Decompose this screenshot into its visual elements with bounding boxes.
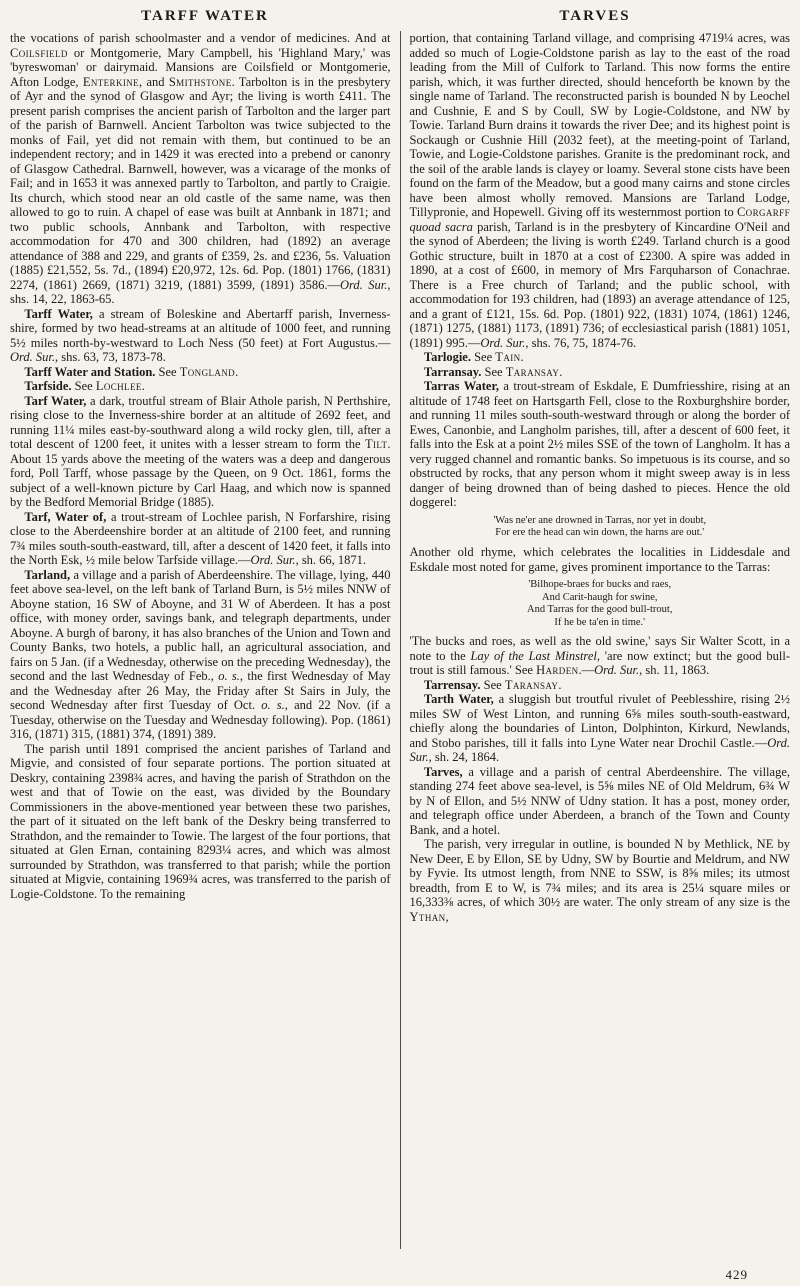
entry-paragraph: Tarland, a village and a parish of Aberdeenshire. The village, lying, 440 feet above sea-level, on the left bank of Tarland Burn, is 5½ miles NNW of Aboyne station, 16 SW of Aboyne, and 31 W of Aberdeen. It has a post office, with money order, savings bank, and telegraph departments, under Aboyne. A burgh of barony, it has also branches of the Union and Town and County Banks, two hotels, a public hall, an agricultural association, and fairs on 5 Jan. (if a Wednesday, otherwise on the preceding Wednesday), the second and the last Wednesday of Feb., o. s., the first Wednesday of May and the Wednesday after 26 May, the Friday after St Sairs in July, the second Wednesday after first Tuesday of Oct. o. s., and 22 Nov. (if a Tuesday, otherwise on the Tuesday and Wednesday following). Pop. (1861) 316, (1871) 315, (1881) 374, (1891) 389. [10, 567, 391, 742]
page-number: 429 [725, 1266, 748, 1282]
verse-quote: 'Bilhope-braes for bucks and raes, And Carit-haugh for swine, And Tarras for the good bull-trout, If he be ta'en in time.' [527, 579, 673, 628]
entry-paragraph: The parish, very irregular in outline, is bounded N by Methlick, NE by New Deer, E by Ellon, SE by Udny, SW by Bourtie and Meldrum, and NW by Fyvie. Its utmost length, from NNE to SSW, is 8⅝ miles; its utmost breadth, from E to W, is 7¾ miles; and its area is 25¼ square miles or 16,333⅜ acres, of which 30½ are water. The only stream of any size is the Ythan, [409, 837, 790, 924]
entry-paragraph: Tarfside. See Lochlee. [24, 379, 145, 394]
entry-paragraph: Tarff Water and Station. See Tongland. [24, 364, 239, 379]
entry-paragraph: 'The bucks and roes, as well as the old swine,' says Sir Walter Scott, in a note to the Lay of the Last Minstrel, 'are now extinct; but the good bull-trout is still famous.' See Harden.—Ord. Sur., sh. 11, 1863. [409, 634, 790, 678]
column-left [10, 31, 400, 1249]
entry-paragraph: Tarlogie. See Tain. [423, 350, 524, 365]
running-header [10, 8, 790, 25]
entry-paragraph: portion, that containing Tarland village, and comprising 4719¼ acres, was added so much of Logie-Coldstone parish as lay to the east of the road leading from the Mill of Culfork to Tarland. This now forms the entire parish, which, it was further directed, should henceforth be known by the single name of Tarland. The reconstructed parish is bounded N by Leochel and Cushnie, E and S by Coull, SW by Logie-Coldstone, and NW by Towie. Tarland Burn drains it towards the river Dee; and its highest point is Sockaugh or Cushnie Hill (2032 feet), at the meeting-point of Tarland, Towie, and Logie-Coldstone parishes. Granite is the predominant rock, and the soil of the arable lands is clayey or loamy. Several stone cists have been found on the farm of the Meadow, but a good many cairns and stone circles have been almost wholly removed. Mansions are Tarland Lodge, Tillypronie, and Hopewell. Giving off its westernmost portion to Corgarff quoad sacra parish, Tarland is in the presbytery of Kincardine O'Neil and the synod of Aberdeen; the living is worth £249. Tarland church is a good Gothic structure, built in 1870 at a cost of £2300. A spire was added in 1890, at a cost of £600, in memory of Mrs Farquharson of Conachrae. There is a Free church of Tarland; and the public school, with accommodation for 193 children, had (1893) an average attendance of 125, and a grant of £121, 15s. 6d. Pop. (1801) 922, (1831) 1074, (1861) 1246, (1871) 1275, (1881) 1173, (1891) 736; of ecclesiastical parish (1881) 1051, (1891) 995.—Ord. Sur., shs. 76, 75, 1874-76. [409, 31, 790, 350]
entry-paragraph: Tarras Water, a trout-stream of Eskdale, E Dumfriesshire, rising at an altitude of 1748 feet on Hartsgarth Fell, close to the Roxburghshire border, and running 11 miles south-south-westward through or along the border of Ewes, Canonbie, and Langholm parishes, till, after a descent of 600 feet, it falls into the Esk at a point 2½ miles SSE of the town of Langholm. It has a very rugged channel and romantic banks. So impetuous is its course, and so obstructed by rocks, that any person whom it might sweep away is in less danger of being drowned than of being dashed to pieces. Hence the old doggerel: [409, 379, 790, 510]
entry-paragraph: Tarth Water, a sluggish but troutful rivulet of Peeblesshire, rising 2½ miles SW of West Linton, and running 6⅝ miles south-south-eastward, chiefly along the boundaries of Linton, Dolphinton, Kirkurd, Newlands, and Stobo parishes, till it falls into Lyne Water near Drochil Castle.—Ord. Sur., sh. 24, 1864. [409, 692, 790, 765]
entry-paragraph: Tarf, Water of, a trout-stream of Lochlee parish, N Forfarshire, rising close to the Aberdeenshire border at an altitude of 2100 feet, and running 7¾ miles south-south-eastward, till, after a descent of 1420 feet, it falls into the North Esk, ½ mile below Tarfside village.—Ord. Sur., sh. 66, 1871. [10, 509, 391, 568]
entry-paragraph: Tarves, a village and a parish of central Aberdeenshire. The village, standing 274 feet above sea-level, is 5⅝ miles NE of Old Meldrum, 6¾ W by N of Ellon, and 5½ NNW of Udny station. It has a post, money order, and telegraph office under Aberdeen, a branch of the Town and County Bank, and a hotel. [409, 764, 790, 837]
entry-paragraph: Tarff Water, a stream of Boleskine and Abertarff parish, Inverness-shire, formed by two head-streams at an altitude of 1000 feet, and running 5½ miles north-by-westward to Loch Ness (50 feet) at Fort Augustus.—Ord. Sur., shs. 63, 73, 1873-78. [10, 306, 391, 365]
entry-paragraph: Another old rhyme, which celebrates the localities in Liddesdale and Eskdale most noted for game, gives prominent importance to the Tarras: [409, 545, 790, 574]
text-columns [10, 31, 790, 1249]
entry-paragraph: Tarrensay. See Taransay. [423, 677, 562, 692]
entry-paragraph: The parish until 1891 comprised the ancient parishes of Tarland and Migvie, and consisted of four separate portions. The portion situated at Deskry, containing 2398¾ acres, and having the parish of Strathdon on the west and that of Towie on the east, was divided by the Boundary Commissioners in the above-mentioned year between these two parishes, the part of it situated on the left bank of the Deskry being transferred to Strathdon, and the remainder to Towie. The largest of the four portions, that situated at Glen Ernan, containing 8293¼ acres, and which was almost surrounded by Strathdon, was transferred to that parish; while the portion situated at Migvie, containing 1969¾ acres, was transferred to the parish of Logie-Coldstone. To the remaining [10, 741, 391, 901]
header-left-title: TARFF WATER [141, 8, 269, 24]
entry-paragraph: Tarransay. See Taransay. [423, 364, 563, 379]
column-right [400, 31, 791, 1249]
verse-quote: 'Was ne'er ane drowned in Tarras, nor yet in doubt, For ere the head can win down, the harns are out.' [493, 514, 707, 539]
entry-paragraph: the vocations of parish schoolmaster and a vendor of medicines. And at Coilsfield or Montgomerie, Mary Campbell, his 'Highland Mary,' was 'byreswoman' or dairymaid. Mansions are Coilsfield or Montgomerie, Afton Lodge, Enterkine, and Smithstone. Tarbolton is in the presbytery of Ayr and the synod of Glasgow and Ayr; the living is worth £411. The present parish comprises the ancient parish of Tarbolton and the larger part of the parish of Barnwell. Ancient Tarbolton was twice subjected to the monks of Fail, yet did not remain with them, but continued to be an independent rectory; and in 1429 it was erected into a prebend or canonry of Glasgow Cathedral. Barnwell, however, was a vicarage of the monks of Fail; and in 1653 it was annexed partly to Tarbolton, and partly to Craigie. Its church, which stood near an old castle of the same name, was then allowed to go to ruin. A chapel of ease was built at Annbank in 1871; and two public schools, Annbank and Tarbolton, with respective accommodation for 470 and 300 children, had (1892) an average attendance of 388 and 229, and grants of £359, 2s. and £236, 5s. Valuation (1885) £21,552, 5s. 7d., (1894) £20,972, 12s. 6d. Pop. (1801) 1766, (1831) 2274, (1861) 2669, (1871) 3219, (1881) 3599, (1891) 3586.—Ord. Sur., shs. 14, 22, 1863-65. [10, 31, 391, 307]
header-right-title: TARVES [559, 8, 631, 24]
entry-paragraph: Tarf Water, a dark, troutful stream of Blair Athole parish, N Perthshire, rising close to the Inverness-shire border at an altitude of 2692 feet, and running 11¼ miles east-by-southward along a wild rocky glen, till, after a total descent of 1200 feet, it unites with a lesser stream to form the Tilt. About 15 yards above the meeting of the waters was a deep and dangerous ford, Poll Tarff, whose passage by the Queen, on 9 Oct. 1861, forms the subject of a well-known picture by Carl Haag, and which now is spanned by the Bedford Memorial Bridge (1885). [10, 393, 391, 510]
